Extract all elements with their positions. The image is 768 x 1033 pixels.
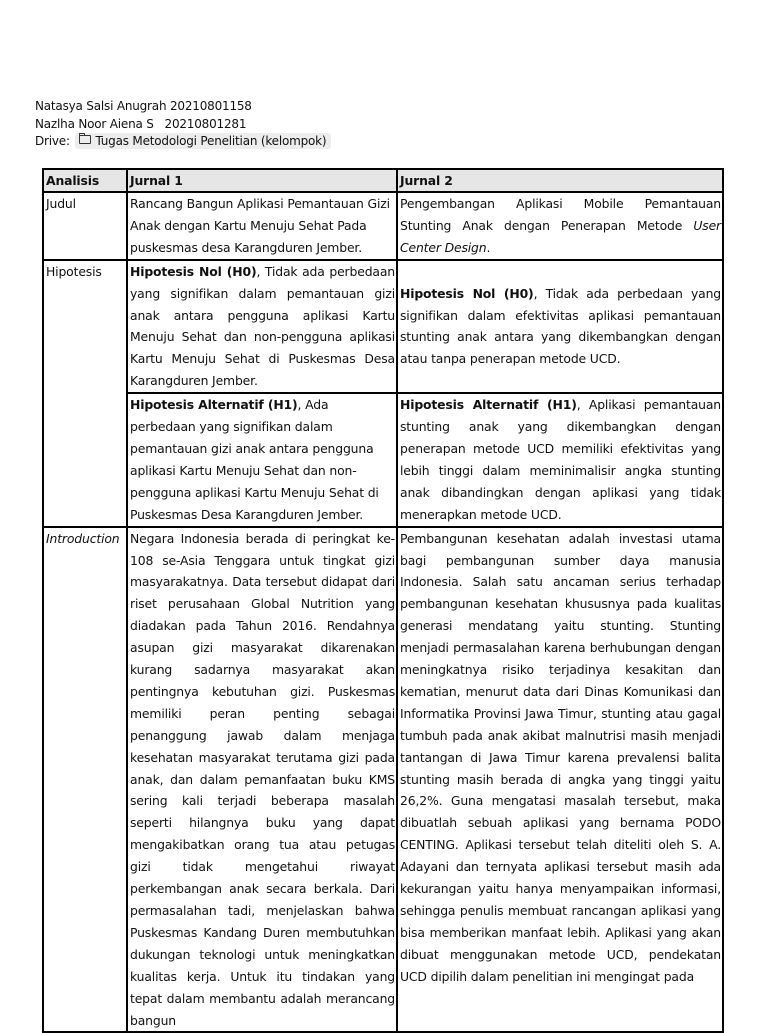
author-line-2: Nazlha Noor Aiena S 20210801281 — [35, 116, 247, 131]
h0-text-jurnal-1: , Tidak ada perbedaan yang signifikan dalam pemantauan gizi anak antara pengguna aplikasi Kartu Menuju Sehat dan non-pengguna aplikasi Kartu Menuju Sehat di Puskesmas Desa Karangduren Jember. — [130, 263, 395, 389]
table-row-hipotesis-h0 — [43, 260, 723, 393]
h1-text-jurnal-1: , Ada perbedaan yang signifikan dalam pemantauan gizi anak antara pengguna aplikasi Kartu Menuju Sehat dan non-pengguna aplikasi Kartu Menuju Sehat di Puskesmas Desa Karangduren Jember. — [130, 397, 379, 522]
h1-label-jurnal-1: Hipotesis Alternatif (H1) — [130, 397, 298, 413]
author-line-1: Natasya Salsi Anugrah 20210801158 — [35, 99, 252, 113]
row-label-judul: Judul — [43, 192, 127, 260]
row-label-introduction: Introduction — [43, 527, 127, 1033]
introduction-jurnal-2: Pembangunan kesehatan adalah investasi utama bagi pembangunan sumber daya manusia Indonesia. Salah satu ancaman serius terhadap pembangunan kesehatan khususnya pada kualitas generasi mendatang yaitu stunting. Stunting menjadi permasalahan karena berhubungan dengan meningkatnya risiko terjadinya kesakitan dan kematian, menurut data dari Dinas Komunikasi dan Informatika Provinsi Jawa Timur, stunting atau gagal tumbuh pada anak akibat malnutrisi masih menjadi tantangan di Jawa Timur karena prevalensi balita stunting masih berada di angka yang tinggi yaitu 26,2%. Guna mengatasi masalah tersebut, maka dibuatlah sebuah aplikasi yang bernama PODO CENTING. Aplikasi tersebut telah diteliti oleh S. A. Adayani dan ternyata aplikasi tersebut masih ada kekurangan yaitu hanya menyampaikan informasi, sehingga penulis membuat rancangan aplikasi yang bisa memberikan manfaat lebih. Aplikasi yang akan dibuat menggunakan metode UCD, pendekatan UCD dipilih dalam penelitian ini mengingat pada — [397, 527, 723, 1033]
h1-text-jurnal-2: , Aplikasi pemantauan stunting anak yang dikembangkan dengan penerapan metode UCD memiliki efektivitas yang lebih tinggi dalam meminimalisir angka stunting anak dibandingkan dengan aplikasi yang tidak menerapkan metode UCD. — [400, 397, 721, 522]
folder-icon — [79, 135, 91, 144]
row-label-hipotesis: Hipotesis — [43, 260, 127, 527]
judul-jurnal-2-italic: User Center Design — [400, 217, 721, 255]
column-header-jurnal-2: Jurnal 2 — [397, 169, 723, 192]
judul-jurnal-1: Rancang Bangun Aplikasi Pemantauan Gizi Anak dengan Kartu Menuju Sehat Pada puskesmas desa Karangduren Jember. — [127, 192, 397, 260]
drive-line — [35, 133, 331, 151]
drive-folder-chip[interactable] — [75, 133, 331, 149]
h1-label-jurnal-2: Hipotesis Alternatif (H1) — [400, 397, 577, 413]
judul-jurnal-2-text: Pengembangan Aplikasi Mobile Pemantauan Stunting Anak dengan Penerapan Metode — [400, 196, 721, 233]
column-header-jurnal-1: Jurnal 1 — [127, 169, 397, 192]
column-header-analisis: Analisis — [43, 169, 127, 192]
h1-jurnal-2 — [397, 393, 723, 526]
drive-label: Drive: — [35, 134, 70, 149]
document-header — [35, 98, 331, 151]
drive-folder-name: Tugas Metodologi Penelitian (kelompok) — [95, 134, 327, 149]
analysis-table — [42, 168, 724, 1033]
table-row-introduction — [43, 527, 723, 1033]
h0-label-jurnal-2: Hipotesis Nol (H0) — [400, 285, 534, 301]
h0-label-jurnal-1: Hipotesis Nol (H0) — [130, 263, 257, 279]
table-row-hipotesis-h1 — [43, 393, 723, 526]
h1-jurnal-1 — [127, 393, 397, 526]
h0-jurnal-1 — [127, 260, 397, 393]
table-row-judul — [43, 192, 723, 260]
introduction-jurnal-1: Negara Indonesia berada di peringkat ke-108 se-Asia Tenggara untuk tingkat gizi masyarakatnya. Data tersebut didapat dari riset perusahaan Global Nutrition yang diadakan pada Tahun 2016. Rendahnya asupan gizi masyarakat dikarenakan kurang sadarnya masyarakat akan pentingnya kebutuhan gizi. Puskesmas memiliki peran penting sebagai penanggung jawab dalam menjaga kesehatan masyarakat terutama gizi pada anak, dan dalam pemanfaatan buku KMS sering kali terjadi beberapa masalah seperti hilangnya buku yang dapat mengakibatkan orang tua atau petugas gizi tidak mengetahui riwayat perkembangan anak secara berkala. Dari permasalahan tadi, menjelaskan bahwa Puskesmas Kandang Duren membutuhkan dukungan teknologi untuk meningkatkan kualitas kerja. Untuk itu tindakan yang tepat dalam membantu adalah merancang bangun — [127, 527, 397, 1033]
h0-jurnal-2 — [397, 260, 723, 393]
judul-jurnal-2-end: . — [486, 239, 491, 255]
h0-text-jurnal-2: , Tidak ada perbedaan yang signifikan dalam efektivitas aplikasi pemantauan stunting anak antara yang dikembangkan dengan atau tanpa penerapan metode UCD. — [400, 285, 721, 367]
table-header-row — [43, 169, 723, 192]
judul-jurnal-2 — [397, 192, 723, 260]
